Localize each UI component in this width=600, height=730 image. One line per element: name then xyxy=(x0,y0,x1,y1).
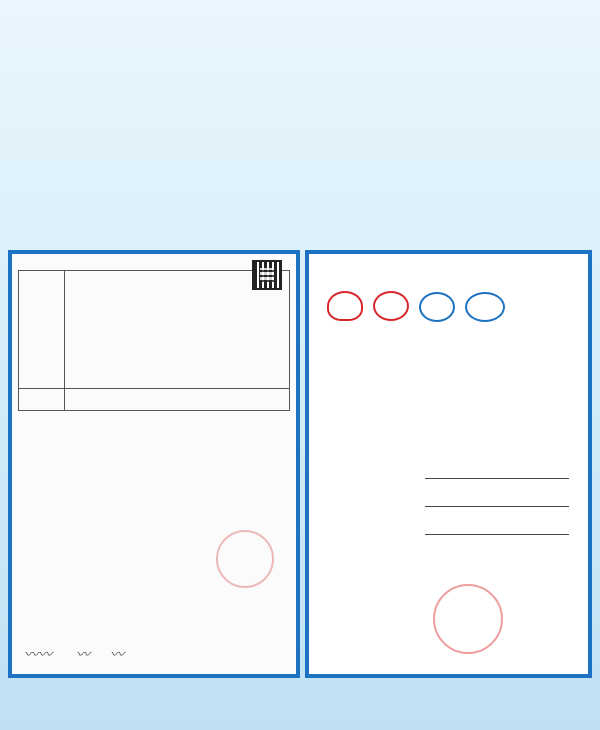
type-value xyxy=(425,532,569,535)
cma-logo-icon xyxy=(327,291,363,321)
review-signature: 〰 xyxy=(76,647,90,663)
verdict-text xyxy=(67,273,287,281)
left-report-card xyxy=(8,250,300,678)
remarks-label xyxy=(19,389,65,411)
cal-logo xyxy=(373,291,409,323)
verdict-label xyxy=(19,271,65,389)
signature-row xyxy=(20,644,288,664)
sample-field xyxy=(375,476,569,479)
right-report-card xyxy=(305,250,592,678)
ilac-logo xyxy=(419,292,455,322)
right-report-sheet xyxy=(309,254,588,674)
approve-signature: 〰〰 xyxy=(24,647,52,663)
verdict-row xyxy=(19,271,290,389)
client-field xyxy=(375,504,569,507)
cnas-logo xyxy=(465,292,505,322)
cnas-logo-icon xyxy=(465,292,505,322)
left-report-sheet xyxy=(12,254,296,674)
cma-logo xyxy=(327,291,363,323)
left-report-table xyxy=(18,270,290,411)
sample-value xyxy=(425,476,569,479)
client-value xyxy=(425,504,569,507)
type-field xyxy=(375,532,569,535)
official-stamp-large-icon xyxy=(433,584,503,654)
cal-logo-icon xyxy=(373,291,409,321)
certification-logos xyxy=(327,284,580,330)
ilac-logo-icon xyxy=(419,292,455,322)
official-stamp-icon xyxy=(216,530,274,588)
main-inspector-signature: 〰 xyxy=(110,647,124,663)
